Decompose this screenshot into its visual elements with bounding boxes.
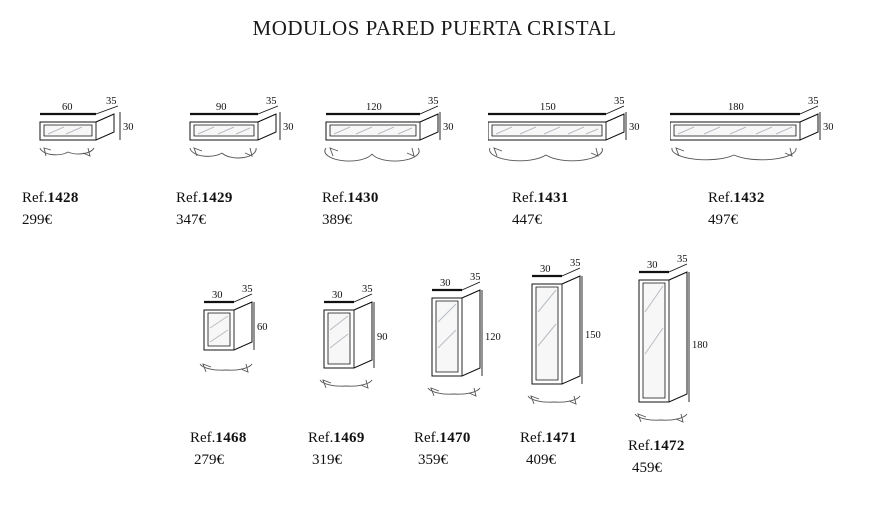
dim-height: 30 — [629, 122, 640, 133]
dim-height: 30 — [443, 122, 454, 133]
dim-depth: 35 — [808, 96, 819, 107]
dim-depth: 35 — [106, 96, 117, 107]
module-drawing — [625, 250, 745, 435]
module-drawing — [418, 268, 528, 428]
dim-width: 30 — [212, 290, 223, 301]
module-ref-label: Ref.1429 — [176, 190, 233, 206]
module-drawing — [518, 254, 628, 429]
module-price: 299€ — [22, 212, 52, 228]
dim-height: 90 — [377, 332, 388, 343]
module-ref-label: Ref.1470 — [414, 430, 471, 446]
module-price: 447€ — [512, 212, 542, 228]
module-ref-label: Ref.1472 — [628, 438, 685, 454]
module-drawing — [488, 90, 648, 175]
module-price: 389€ — [322, 212, 352, 228]
module-price: 347€ — [176, 212, 206, 228]
module-drawing — [310, 280, 420, 425]
page-title: MODULOS PARED PUERTA CRISTAL — [252, 16, 617, 40]
module-ref-label: Ref.1432 — [708, 190, 765, 206]
dim-height: 60 — [257, 322, 268, 333]
module-ref-label: Ref.1431 — [512, 190, 569, 206]
module-ref-label: Ref.1428 — [22, 190, 79, 206]
dim-width: 30 — [647, 260, 658, 271]
dim-height: 150 — [585, 330, 601, 341]
module-ref-label: Ref.1471 — [520, 430, 577, 446]
dim-depth: 35 — [362, 284, 373, 295]
dim-depth: 35 — [570, 258, 581, 269]
dim-width: 120 — [366, 102, 382, 113]
module-drawing — [190, 280, 300, 420]
dim-width: 30 — [332, 290, 343, 301]
module-ref-label: Ref.1469 — [308, 430, 365, 446]
module-drawing — [18, 90, 143, 175]
dim-depth: 35 — [242, 284, 253, 295]
dim-width: 30 — [440, 278, 451, 289]
module-ref-label: Ref.1468 — [190, 430, 247, 446]
dim-height: 30 — [123, 122, 134, 133]
dim-width: 180 — [728, 102, 744, 113]
dim-height: 120 — [485, 332, 501, 343]
dim-depth: 35 — [470, 272, 481, 283]
dim-depth: 35 — [266, 96, 277, 107]
dim-width: 150 — [540, 102, 556, 113]
dim-depth: 35 — [677, 254, 688, 265]
module-price: 497€ — [708, 212, 738, 228]
module-ref-label: Ref.1430 — [322, 190, 379, 206]
module-price: 319€ — [312, 452, 342, 468]
module-price: 279€ — [194, 452, 224, 468]
dim-width: 90 — [216, 102, 227, 113]
module-price: 409€ — [526, 452, 556, 468]
dim-height: 30 — [283, 122, 294, 133]
dim-height: 30 — [823, 122, 834, 133]
dim-width: 30 — [540, 264, 551, 275]
module-drawing — [172, 90, 302, 175]
module-drawing — [318, 90, 468, 175]
dim-depth: 35 — [428, 96, 439, 107]
dim-width: 60 — [62, 102, 73, 113]
dim-height: 180 — [692, 340, 708, 351]
module-drawing — [670, 90, 845, 175]
module-price: 359€ — [418, 452, 448, 468]
dim-depth: 35 — [614, 96, 625, 107]
module-price: 459€ — [632, 460, 662, 476]
